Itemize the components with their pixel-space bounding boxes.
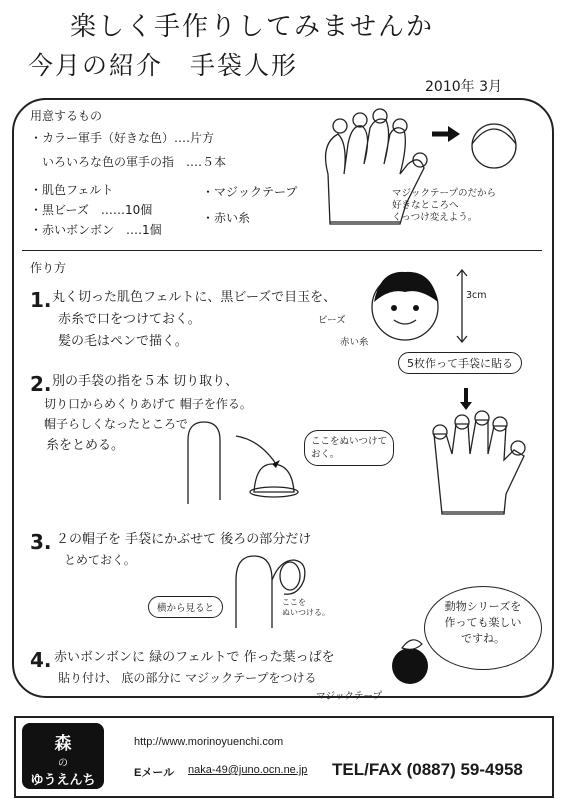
step-2-line-1: 別の手袋の指を５本 切り取り、 [52, 374, 239, 389]
material-item-3: ・肌色フェルト [30, 183, 114, 197]
red-thread-label: 赤い糸 [340, 337, 369, 348]
material-item-1: ・カラー軍手（好きな色）‥‥片方 [30, 131, 215, 145]
howto-heading: 作り方 [30, 261, 67, 275]
step-1-number: 1. [30, 288, 52, 312]
section-divider [22, 250, 542, 251]
magic-tape-note: マジックテープのだから 好きなところへ くっつけ変えよう。 [392, 188, 497, 223]
logo [22, 723, 104, 796]
face-illustration [360, 262, 490, 352]
step-1-line-1: 丸く切った肌色フェルトに、黒ビーズで目玉を、 [52, 290, 337, 305]
side-view-illustration [224, 550, 344, 630]
email-link[interactable]: naka-49@juno.ocn.ne.jp [188, 764, 308, 776]
step-1-line-2: 赤糸で口をつけておく。 [58, 312, 201, 327]
email-label: Eメール [134, 767, 175, 779]
step-2-number: 2. [30, 372, 52, 396]
pompom-illustration [382, 630, 442, 690]
materials-heading: 用意するもの [30, 109, 103, 123]
footer-box [14, 716, 554, 798]
beads-label: ビーズ [318, 315, 346, 326]
step-4-line-2: 貼り付け、 底の部分に マジックテープをつける [58, 671, 317, 685]
side-view-label: 横から見ると [148, 596, 223, 618]
sew-here-2-label: ここを ぬいつける。 [282, 598, 330, 617]
material-item-4: ・黒ビーズ ‥‥‥10個 [30, 203, 153, 217]
make-five-label: 5枚作って手袋に貼る [398, 352, 522, 374]
logo-text-4: いつでも楽しいメイドな森 [33, 790, 93, 796]
website-link[interactable]: http://www.morinoyuenchi.com [134, 736, 284, 748]
step-2-line-4: 糸をとめる。 [46, 438, 125, 453]
magic-tape-label: マジックテープ [316, 691, 383, 702]
step-3-line-1: ２の帽子を 手袋にかぶせて 後ろの部分だけ [56, 532, 312, 547]
tel-fax: TEL/FAX (0887) 59-4958 [332, 760, 523, 779]
sew-here-label: ここをぬいつけて おく。 [304, 430, 394, 466]
logo-text-3: ゆうえんち [30, 773, 96, 788]
step-4-line-1: 赤いボンボンに 緑のフェルトで 作った葉っぱを [54, 650, 335, 665]
step-2-line-3: 帽子らしくなったところで [44, 417, 188, 431]
step-3-line-2: とめておく。 [64, 553, 136, 567]
logo-text-1: 森 [54, 734, 72, 754]
material-item-right-1: ・マジックテープ [202, 185, 298, 199]
page-subtitle: 今月の紹介 手袋人形 [28, 51, 299, 80]
material-item-2: いろいろな色の軍手の指 ‥‥５本 [30, 155, 227, 169]
size-label: 3cm [466, 290, 487, 301]
page-title: 楽しく手作りしてみませんか [70, 12, 435, 42]
material-item-right-2: ・赤い糸 [202, 211, 251, 225]
material-item-5: ・赤いボンボン ‥‥1個 [30, 223, 162, 237]
step-3-number: 3. [30, 530, 52, 554]
animal-series-bubble: 動物シリーズを 作っても楽しい ですね。 [424, 586, 542, 670]
logo-text-2: の [58, 758, 68, 769]
step-1-line-3: 髪の毛はペンで描く。 [58, 334, 188, 349]
step-4-number: 4. [30, 648, 52, 672]
date-label: 2010年 3月 [425, 79, 502, 95]
glove-with-faces-illustration [420, 384, 530, 524]
step-2-line-2: 切り口からめくりあげて 帽子を作る。 [44, 397, 252, 411]
